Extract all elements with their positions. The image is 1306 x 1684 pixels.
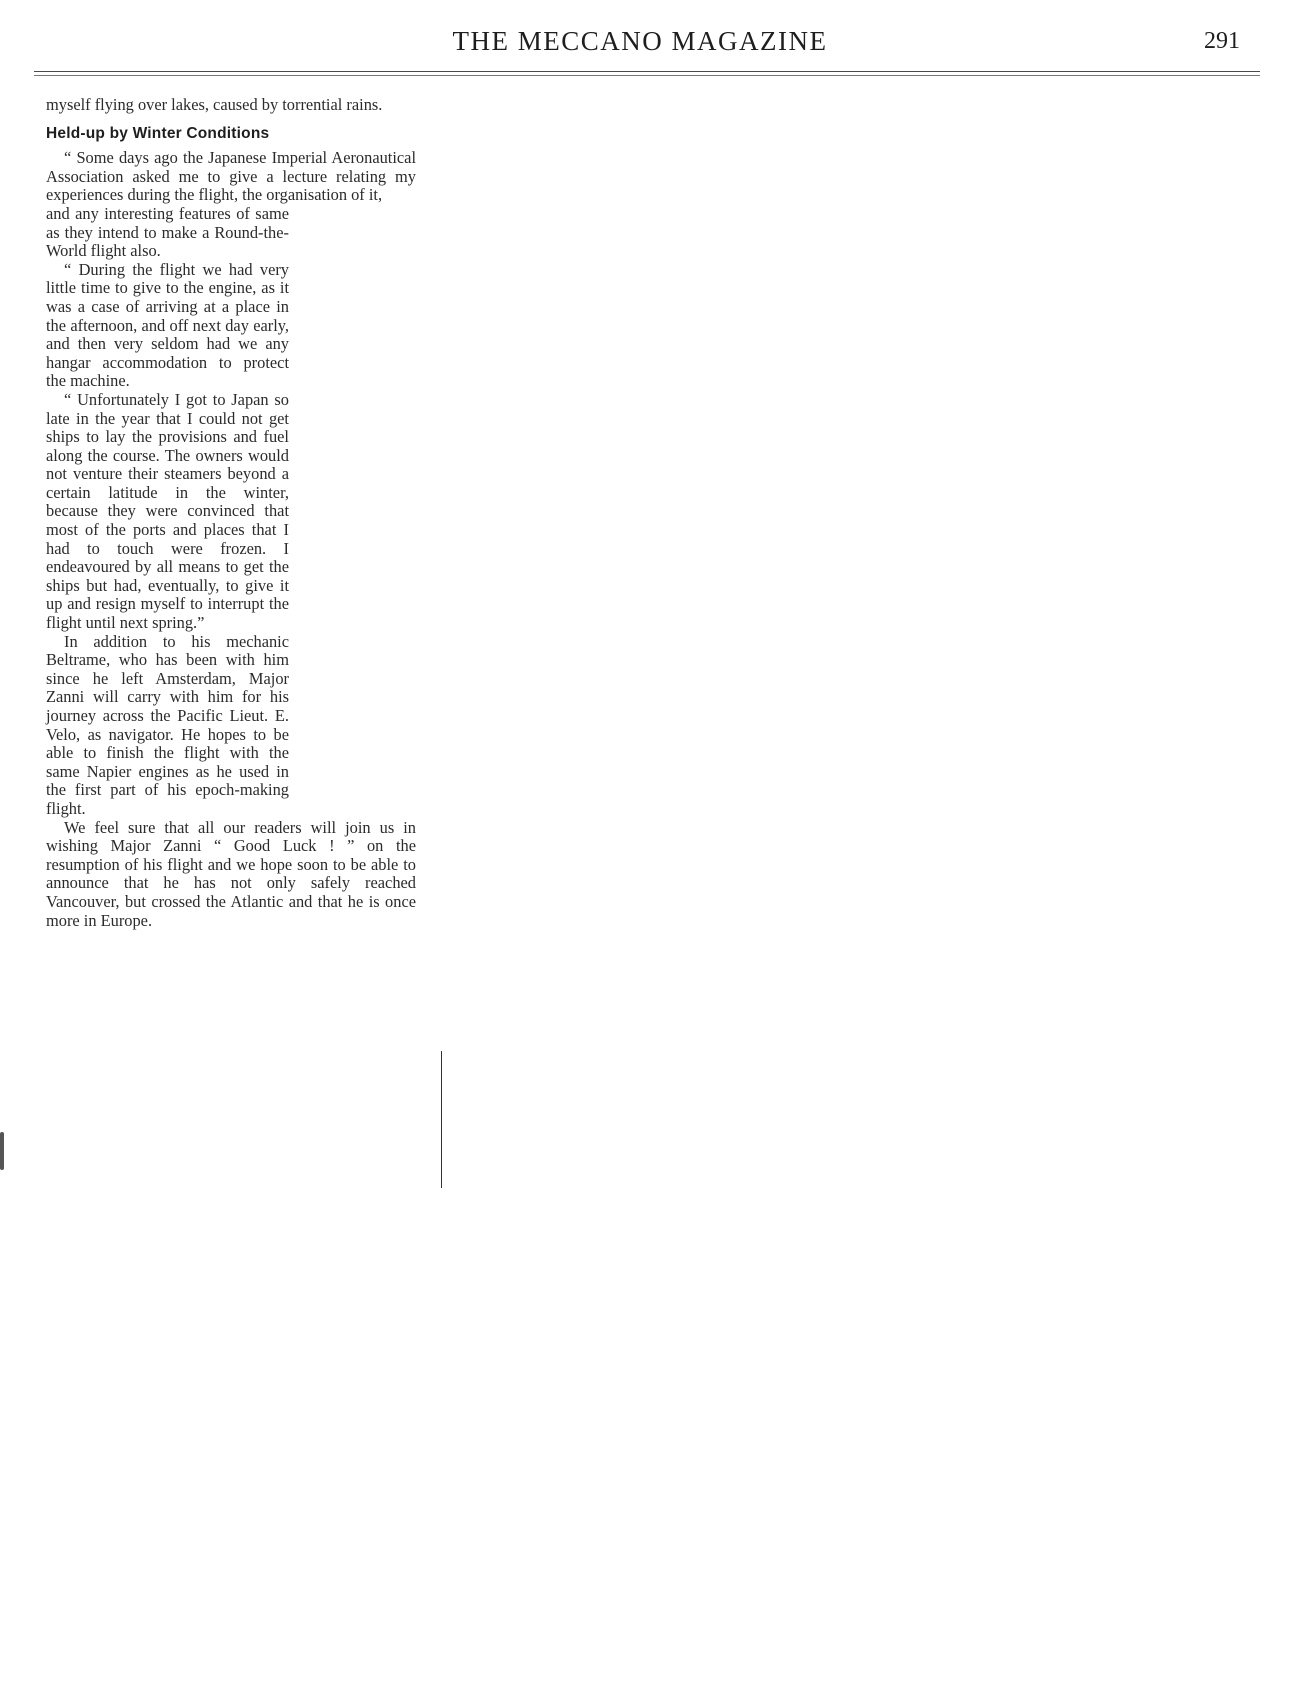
paragraph-3: “ Unfortunately I got to Japan so late in the year that I could not get ships to lay the provisions and fuel along the course. The owners would not venture their steamers beyond a certain latitude in the winter, because they were convinced that most of the ports and places that I had to touch were frozen. I endeavoured by all means to get the ships but had, eventually, to give it up and resign myself to interrupt the flight until next spring.” <box>46 389 289 633</box>
magazine-title: THE MECCANO MAGAZINE <box>452 26 828 56</box>
paragraph-1-narrow: and any interesting features of same as they intend to make a Round-the-World flight also. <box>46 203 289 261</box>
paragraph-1-wide: “ Some days ago the Japanese Imperial Aeronautical Association asked me to give a lecture relating my experiences during the flight, the organisation of it, <box>46 148 416 205</box>
column-divider <box>441 1051 442 1188</box>
header-rule-top <box>34 71 1260 72</box>
page-header <box>0 26 1306 66</box>
intro-text: myself flying over lakes, caused by torrential rains. <box>46 95 383 114</box>
paragraph-2: “ During the flight we had very little time to give to the engine, as it was a case of arriving at a place in the afternoon, and off next day early, and then very seldom had we any hangar accommodation to protect the machine. <box>46 259 289 391</box>
paragraph-4: In addition to his mechanic Beltrame, who has been with him since he left Amsterdam, Major Zanni will carry with him for his journey across the Pacific Lieut. E. Velo, as navigator. He hopes to be able to finish the flight with the same Napier engines as he used in the first part of his epoch-making flight. <box>46 631 289 818</box>
page-number: 291 <box>1204 28 1240 54</box>
scan-edge-mark <box>0 1132 4 1170</box>
article-column <box>46 96 416 930</box>
paragraph-5: We feel sure that all our readers will join us in wishing Major Zanni “ Good Luck ! ” on the resumption of his flight and we hope soon to be able to announce that he has not only safely reached Vancouver, but crossed the Atlantic and that he is once more in Europe. <box>46 817 416 930</box>
section-heading: Held-up by Winter Conditions <box>46 124 270 142</box>
header-rule-bottom <box>34 75 1260 76</box>
